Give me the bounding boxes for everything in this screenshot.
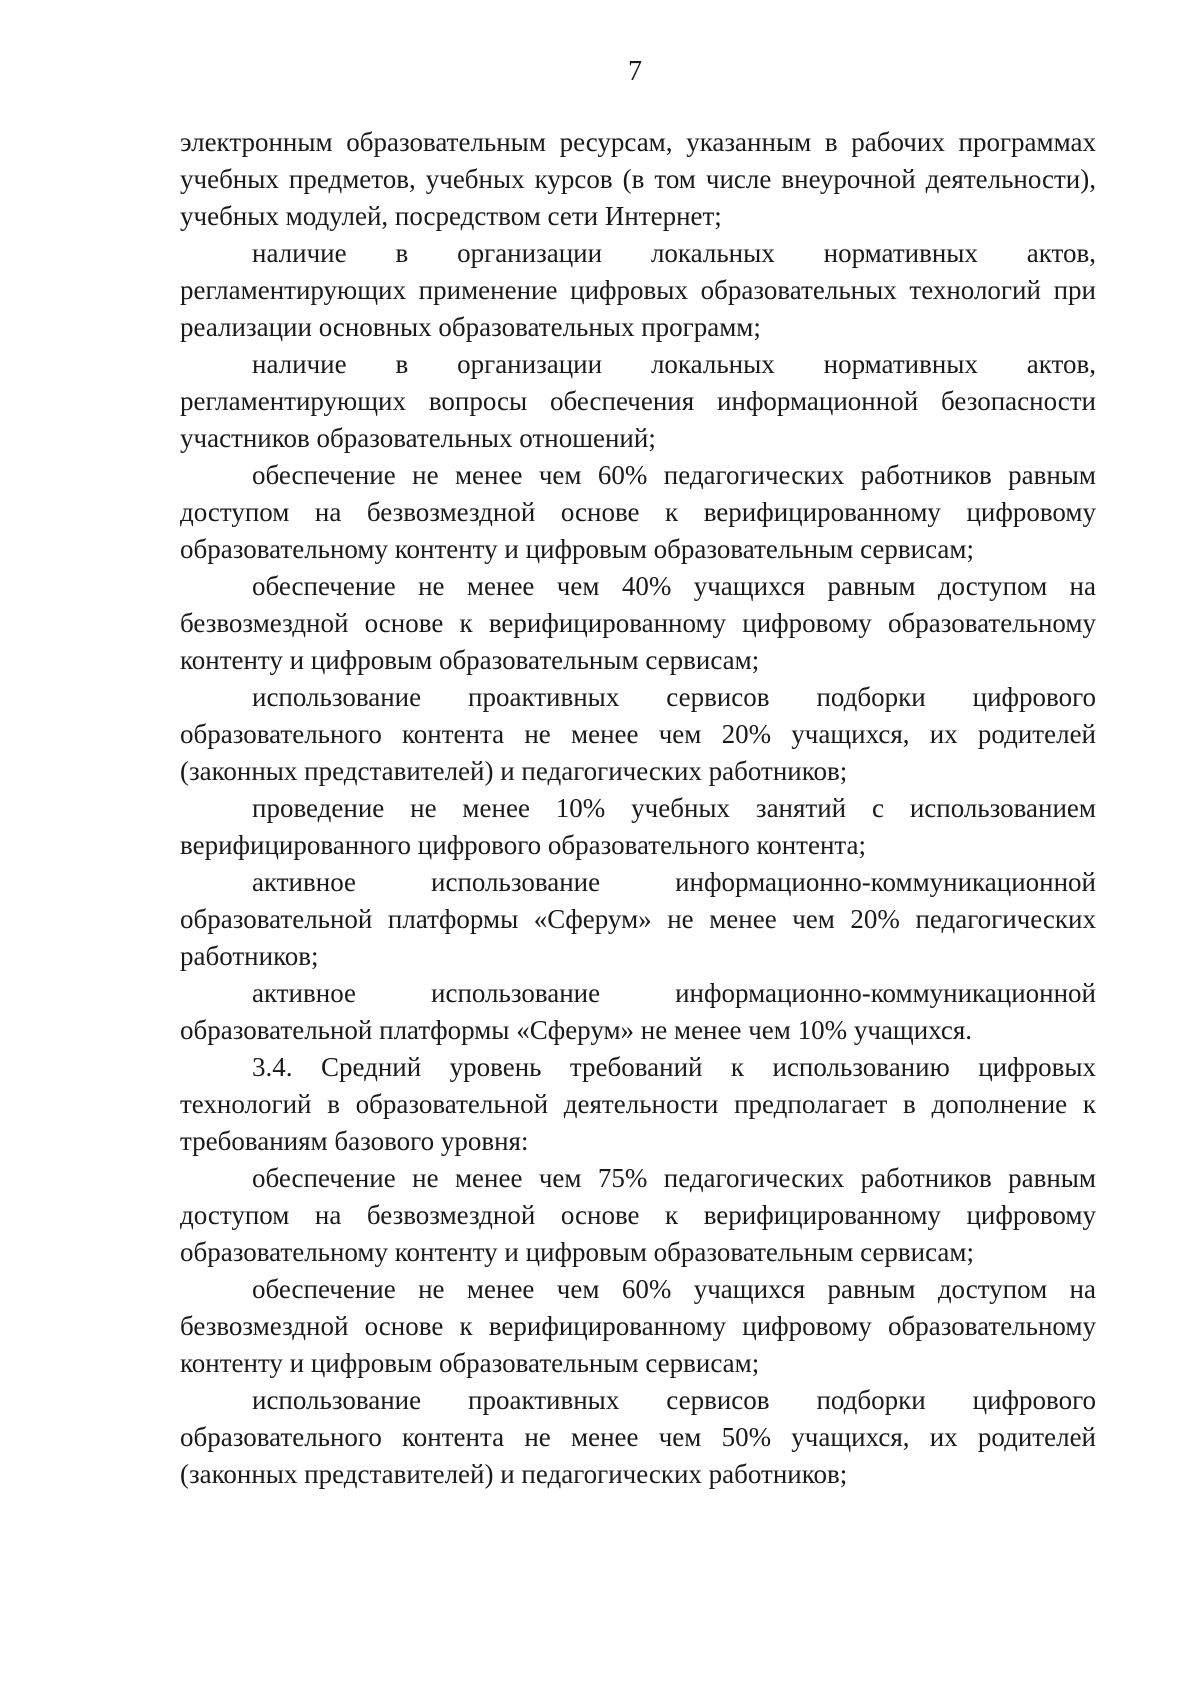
document-body: [180, 124, 1096, 1493]
paragraph-teachers-access-75: обеспечение не менее чем 75% педагогических работников равным доступом на безвозмездной основе к верифицированному цифровому образовательному контенту и цифровым образовательным сервисам;: [180, 1163, 1096, 1267]
paragraph-sferum-students-10: активное использование информационно-коммуникационной образовательной платформы «Сферум» не менее чем 10% учащихся.: [180, 978, 1096, 1045]
paragraph-students-access-40: обеспечение не менее чем 40% учащихся равным доступом на безвозмездной основе к верифицированному цифровому образовательному контенту и цифровым образовательным сервисам;: [180, 571, 1096, 675]
paragraph-section-3-4: 3.4. Средний уровень требований к использованию цифровых технологий в образовательной деятельности предполагает в дополнение к требованиям базового уровня:: [180, 1052, 1096, 1156]
paragraph-sferum-teachers-20: активное использование информационно-коммуникационной образовательной платформы «Сферум» не менее чем 20% педагогических работников;: [180, 867, 1096, 971]
paragraph-proactive-services-20: использование проактивных сервисов подборки цифрового образовательного контента не менее чем 20% учащихся, их родителей (законных представителей) и педагогических работников;: [180, 682, 1096, 786]
paragraph-proactive-services-50: использование проактивных сервисов подборки цифрового образовательного контента не менее чем 50% учащихся, их родителей (законных представителей) и педагогических работников;: [180, 1385, 1096, 1489]
paragraph-students-access-60: обеспечение не менее чем 60% учащихся равным доступом на безвозмездной основе к верифицированному цифровому образовательному контенту и цифровым образовательным сервисам;: [180, 1274, 1096, 1378]
page-number: 7: [628, 56, 642, 87]
paragraph-teachers-access-60: обеспечение не менее чем 60% педагогических работников равным доступом на безвозмездной основе к верифицированному цифровому образовательному контенту и цифровым образовательным сервисам;: [180, 460, 1096, 564]
paragraph-lessons-10: проведение не менее 10% учебных занятий с использованием верифицированного цифрового образовательного контента;: [180, 793, 1096, 860]
paragraph-local-acts-security: наличие в организации локальных нормативных актов, регламентирующих вопросы обеспечения информационной безопасности участников образовательных отношений;: [180, 349, 1096, 453]
paragraph-continuation: электронным образовательным ресурсам, указанным в рабочих программах учебных предметов, учебных курсов (в том числе внеурочной деятельности), учебных модулей, посредством сети Интернет;: [180, 127, 1096, 231]
paragraph-local-acts-technologies: наличие в организации локальных нормативных актов, регламентирующих применение цифровых образовательных технологий при реализации основных образовательных программ;: [180, 238, 1096, 342]
